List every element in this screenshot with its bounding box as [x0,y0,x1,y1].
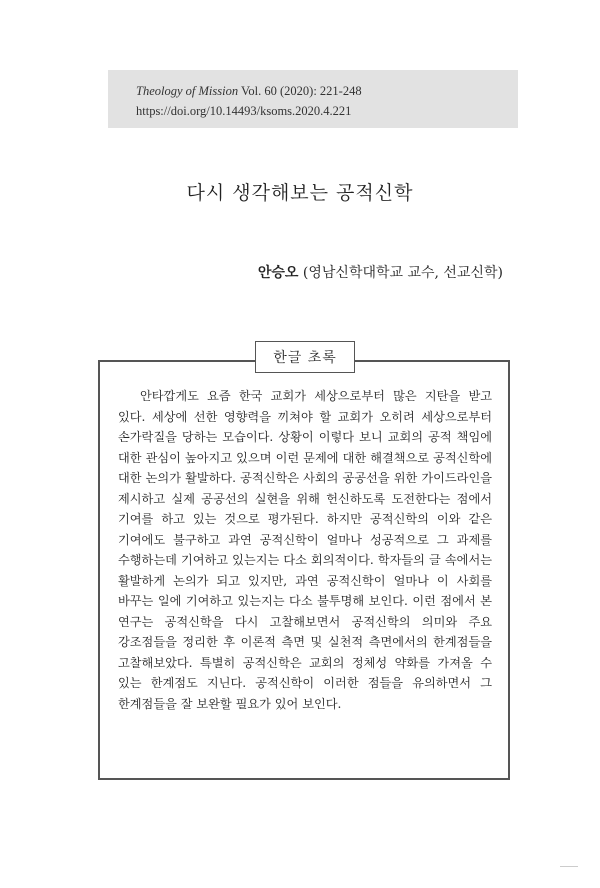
journal-name: Theology of Mission [136,84,239,98]
page-corner-mark [560,866,578,877]
volume-pages: Vol. 60 (2020): 221-248 [241,84,362,98]
author-line [258,262,503,282]
abstract-text: 안타깝게도 요즘 한국 교회가 세상으로부터 많은 지탄을 받고 있다. 세상에 선한 영향력을 끼쳐야 할 교회가 오히려 세상으로부터 손가락질을 당하는 모습이다. 상황이 이렇다 보니 교회의 공적 책임에 대한 관심이 높아지고 있으며 이런 문제에 대한 해결책으로 공적신학에 대한 논의가 활발하다. 공적신학은 사회의 공공선을 위한 가이드라인을 제시하고 실제 공공선의 실현을 위해 헌신하도록 도전한다는 점에서 기여를 하고 있는 것으로 평가된다. 하지만 공적신학의 이와 같은 기여에도 불구하고 과연 공적신학이 얼마나 성공적으로 그 과제를 수행하는데 기여하고 있는지는 다소 회의적이다. 학자들의 글 속에서는 활발하게 논의가 되고 있지만, 과연 공적신학이 얼마나 이 사회를 바꾸는 일에 기여하고 있는지는 다소 불투명해 보인다. 이런 점에서 본 연구는 공적신학을 다시 고찰해보면서 공적신학의 의미와 주요 강조점들을 정리한 후 이론적 측면 및 실천적 측면에서의 한계점들을 고찰해보았다. 특별히 공적신학은 교회의 정체성 약화를 가져올 수 있는 한계점도 지닌다. 공적신학이 이러한 점들을 유의하면서 그 한계점들을 잘 보완할 필요가 있어 보인다. [118,389,492,711]
paper-title: 다시 생각해보는 공적신학 [186,182,414,204]
abstract-label: 한글 초록 [255,341,355,373]
citation-header [108,70,518,128]
author-affiliation: (영남신학대학교 교수, 선교신학) [302,265,503,281]
author-name: 안승오 [257,265,299,281]
doi-link[interactable]: https://doi.org/10.14493/ksoms.2020.4.221 [136,104,352,118]
citation-line [136,81,518,101]
